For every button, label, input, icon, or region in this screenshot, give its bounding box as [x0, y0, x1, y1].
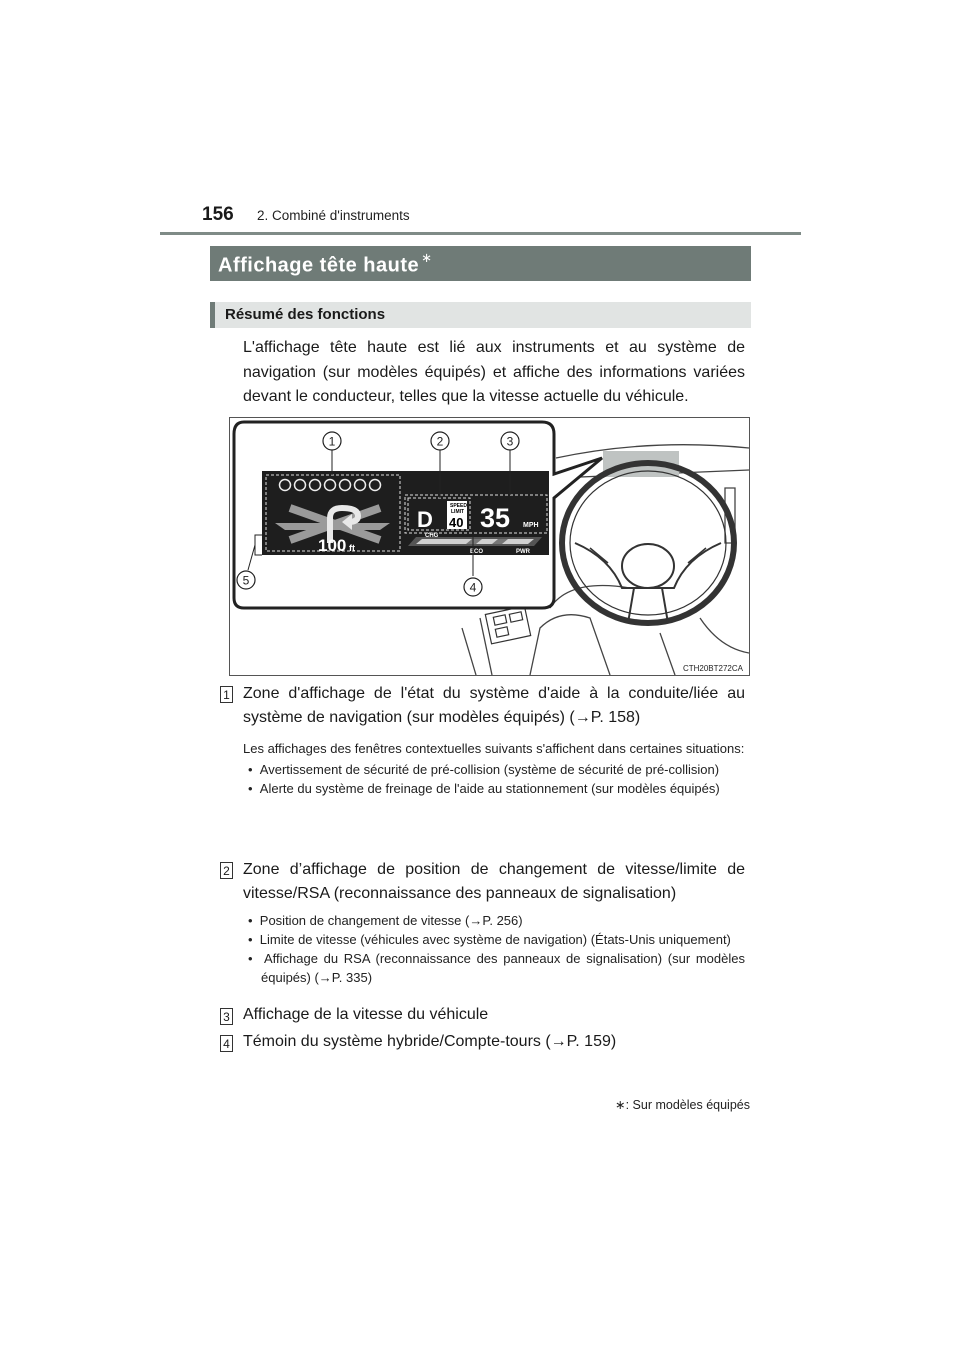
distance-value: 100 [318, 536, 347, 555]
callout-marker-4 [464, 578, 482, 596]
section-title [218, 252, 433, 278]
steering-wheel [562, 463, 734, 623]
item-1-text: Zone d'affichage de l'état du système d'aide à la conduite/liée au système de navigation (sur modèles équipés) (→P. 158) [243, 685, 745, 726]
speed-unit: MPH [523, 522, 539, 529]
figure-code: CTH20BT272CA [682, 664, 743, 673]
section-title-text: Affichage tête haute [218, 254, 420, 277]
item-1 [243, 682, 745, 798]
item-3 [243, 1003, 745, 1027]
gear-position: D [417, 507, 433, 532]
item-2-bullet-3: • Affichage du RSA (reconnaissance des panneaux de signalisation) (sur modèles équipés) (→P. 335) [248, 951, 745, 985]
callout-marker-5 [237, 571, 255, 589]
callout-3: 3 [506, 434, 514, 449]
callout-5: 5 [242, 573, 250, 588]
subsection-title-bar [210, 302, 751, 328]
speed-limit-value: 40 [449, 515, 464, 530]
callout-marker-3 [501, 432, 519, 450]
item-1-note: Les affichages des fenêtres contextuelles suivants s'affichent dans certaines situations: [243, 741, 745, 756]
distance-unit: ft [349, 543, 355, 553]
chapter-title: 2. Combiné d'instruments [257, 208, 410, 223]
gauge-chg-label: CHG [425, 533, 439, 539]
door-switch-panel [485, 606, 530, 644]
page-number: 156 [202, 204, 234, 225]
callout-4: 4 [469, 580, 477, 595]
callout-1: 1 [328, 434, 336, 449]
item-4-number: 4 [220, 1035, 233, 1052]
item-2-bullet-1: • Position de changement de vitesse (→P. 256) [248, 913, 523, 928]
item-1-number: 1 [220, 686, 233, 703]
item-3-text: Affichage de la vitesse du véhicule [243, 1006, 489, 1023]
gauge-pwr-label: PWR [516, 549, 530, 555]
item-1-bullet-1: • Avertissement de sécurité de pré-collision (système de sécurité de pré-collision) [248, 762, 720, 777]
section-title-mark: ∗ [421, 250, 433, 265]
header-rule [160, 232, 801, 235]
item-3-number: 3 [220, 1008, 233, 1025]
subsection-title: Résumé des fonctions [225, 306, 386, 323]
item-4-text: Témoin du système hybride/Compte-tours (→P. 159) [243, 1033, 617, 1050]
item-2 [243, 858, 745, 987]
item-1-bullet-2: • Alerte du système de freinage de l'aide au stationnement (sur modèles équipés) [248, 781, 720, 796]
hud-figure [229, 417, 750, 676]
section-title-bar [210, 246, 751, 281]
intro-paragraph: L'affichage tête haute est lié aux instruments et au système de navigation (sur modèles équipés) et affiche des informations variées devant le conducteur, telles que la vitesse actuelle du véhicule. [243, 339, 745, 405]
speed-limit-label-2: LIMIT [451, 509, 465, 515]
speed-limit-label-1: SPEED [450, 503, 467, 509]
item-2-bullet-2: • Limite de vitesse (véhicules avec système de navigation) (États-Unis uniquement) [248, 932, 731, 947]
item-4 [243, 1030, 745, 1054]
callout-marker-1 [323, 432, 341, 450]
callout-marker-2 [431, 432, 449, 450]
item-2-text: Zone d’affichage de position de changement de vitesse/limite de vitesse/RSA (reconnaissance des panneaux de signalisation) [243, 861, 745, 902]
callout-2: 2 [436, 434, 444, 449]
hud-illustration [230, 418, 749, 675]
item-2-number: 2 [220, 862, 233, 879]
gauge-eco-label: ECO [470, 549, 484, 555]
vehicle-speed: 35 [480, 503, 511, 533]
footnote: ∗: Sur modèles équipés [615, 1098, 750, 1112]
